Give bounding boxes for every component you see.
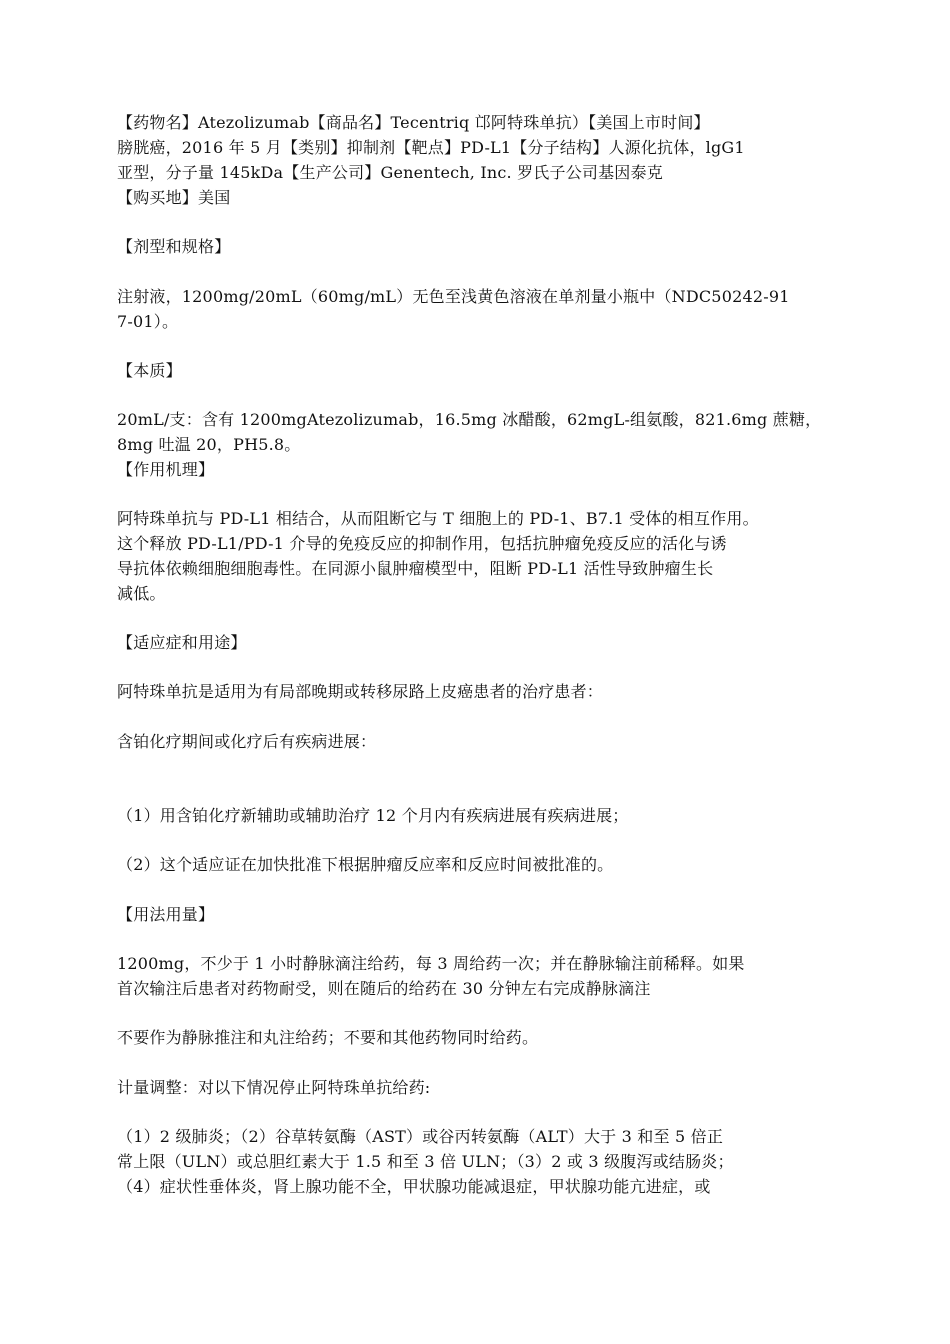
section-heading-dosage: 【用法用量】 — [117, 905, 215, 924]
indications-item-2: （2）这个适应证在加快批准下根据肿瘤反应率和反应时间被批准的。 — [117, 855, 614, 874]
dose-adjustment-line-3: （4）症状性垂体炎，肾上腺功能不全，甲状腺功能减退症，甲状腺功能亢进症，或 — [117, 1177, 711, 1196]
drug-info-line-2: 膀胱癌，2016 年 5 月【类别】抑制剂【靶点】PD-L1【分子结构】人源化抗体，lgG1 — [117, 138, 745, 157]
mechanism-line-1: 阿特珠单抗与 PD-L1 相结合，从而阻断它与 T 细胞上的 PD-1、B7.1 受体的相互作用。 — [117, 509, 759, 528]
composition-line-2: 8mg 吐温 20，PH5.8。 — [117, 435, 301, 454]
section-heading-composition: 【本质】 — [117, 361, 182, 380]
dose-adjustment-line-1: （1）2 级肺炎；（2）谷草转氨酶（AST）或谷丙转氨酶（ALT）大于 3 和至 5 倍正 — [117, 1127, 724, 1146]
dosage-form-line-1: 注射液，1200mg/20mL（60mg/mL）无色至浅黄色溶液在单剂量小瓶中（NDC50242-91 — [117, 287, 790, 306]
dose-adjustment-line-2: 常上限（ULN）或总胆红素大于 1.5 和至 3 倍 ULN；（3）2 或 3 级腹泻或结肠炎； — [117, 1152, 734, 1171]
indications-item-1: （1）用含铂化疗新辅助或辅助治疗 12 个月内有疾病进展有疾病进展； — [117, 806, 629, 825]
section-heading-dosage-form: 【剂型和规格】 — [117, 237, 231, 256]
composition-line-1: 20mL/支：含有 1200mgAtezolizumab，16.5mg 冰醋酸，62mgL-组氨酸，821.6mg 蔗糖， — [117, 410, 822, 429]
dosage-line-4: 计量调整：对以下情况停止阿特珠单抗给药: — [117, 1078, 431, 1097]
mechanism-line-4: 减低。 — [117, 584, 166, 603]
indications-line-2: 含铂化疗期间或化疗后有疾病进展： — [117, 732, 377, 751]
section-heading-mechanism: 【作用机理】 — [117, 460, 215, 479]
dosage-line-3: 不要作为静脉推注和丸注给药；不要和其他药物同时给药。 — [117, 1028, 539, 1047]
section-heading-indications: 【适应症和用途】 — [117, 633, 247, 652]
dosage-line-2: 首次输注后患者对药物耐受，则在随后的给药在 30 分钟左右完成静脉滴注 — [117, 979, 651, 998]
dosage-form-line-2: 7-01）。 — [117, 312, 179, 331]
mechanism-line-2: 这个释放 PD-L1/PD-1 介导的免疫反应的抑制作用，包括抗肿瘤免疫反应的活化与诱 — [117, 534, 727, 553]
drug-info-line-3: 亚型，分子量 145kDa【生产公司】Genentech, Inc. 罗氏子公司基因泰克 — [117, 163, 663, 182]
drug-info-line-1: 【药物名】Atezolizumab【商品名】Tecentriq 邙阿特珠单抗）【美国上市时间】 — [117, 113, 710, 132]
dosage-line-1: 1200mg，不少于 1 小时静脉滴注给药，每 3 周给药一次；并在静脉输注前稀释。如果 — [117, 954, 745, 973]
indications-line-1: 阿特珠单抗是适用为有局部晚期或转移尿路上皮癌患者的治疗患者： — [117, 682, 604, 701]
mechanism-line-3: 导抗体依赖细胞细胞毒性。在同源小鼠肿瘤模型中，阻断 PD-L1 活性导致肿瘤生长 — [117, 559, 714, 578]
drug-info-line-4: 【购买地】美国 — [117, 188, 231, 207]
